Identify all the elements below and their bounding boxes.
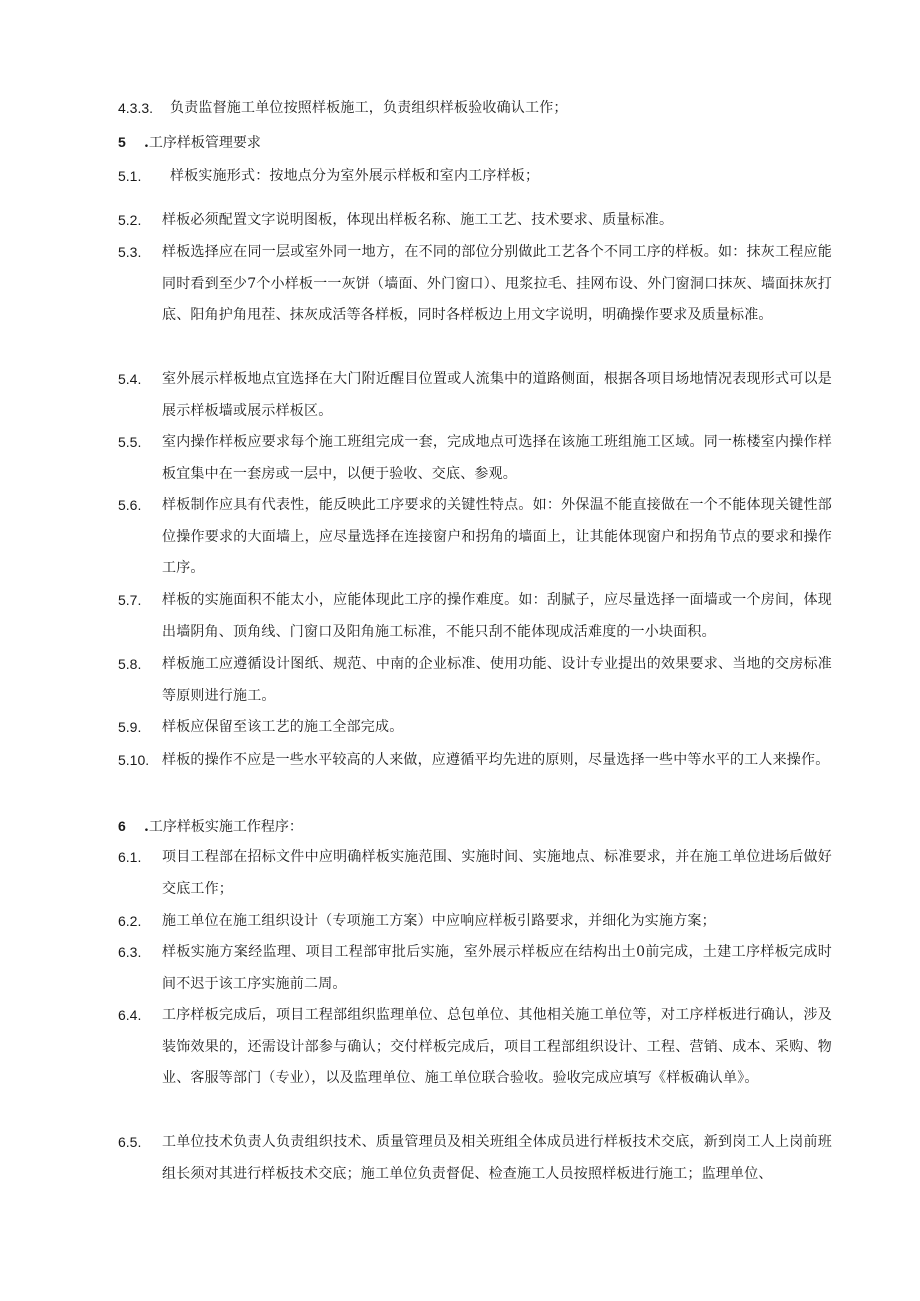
clause-text: 施工单位在施工组织设计（专项施工方案）中应响应样板引路要求，并细化为实施方案； — [162, 913, 716, 929]
clause-text: 样板的实施面积不能太小，应能体现此工序的操作难度。如：刮腻子，应尽量选择一面墙或一个房间，体现出墙阴角、顶角线、门窗口及阳角施工标准，不能只刮不能体现成活难度的一小块面积。 — [162, 592, 832, 640]
clause-5-3 — [118, 237, 832, 332]
clause-6-2 — [118, 906, 832, 938]
section-dot: . — [144, 135, 149, 151]
clause-number: 4.3.3. — [118, 100, 154, 116]
clause-4-3-3 — [118, 93, 832, 125]
clause-text: 样板实施方案经监理、项目工程部审批后实施，室外展示样板应在结构出土0前完成，土建工序样板完成时间不迟于该工序实施前二周。 — [162, 944, 832, 992]
section-title: 工序样板实施工作程序： — [148, 819, 303, 835]
clause-5-4 — [118, 364, 832, 427]
clause-5-9 — [118, 712, 832, 744]
clause-5-10 — [118, 745, 832, 777]
clause-number: 5.4. — [118, 371, 142, 387]
clause-text: 样板选择应在同一层或室外同一地方，在不同的部位分别做此工艺各个不同工序的样板。如：抹灰工程应能同时看到至少7个小样板一一灰饼（墙面、外门窗口）、甩浆拉毛、挂网布设、外门窗洞口抹灰、墙面抹灰打底、阳角护角甩茬、抹灰成活等各样板，同时各样板边上用文字说明，明确操作要求及质量标准。 — [162, 244, 832, 323]
clause-text: 样板施工应遵循设计图纸、规范、中南的企业标准、使用功能、设计专业提出的效果要求、当地的交房标准等原则进行施工。 — [162, 656, 832, 704]
clause-text: 工单位技术负责人负责组织技术、质量管理员及相关班组全体成员进行样板技术交底，新到岗工人上岗前班组长须对其进行样板技术交底；施工单位负责督促、检查施工人员按照样板进行施工；监理单位、 — [162, 1134, 832, 1182]
clause-text: 工序样板完成后，项目工程部组织监理单位、总包单位、其他相关施工单位等，对工序样板进行确认，涉及装饰效果的，还需设计部参与确认；交付样板完成后，项目工程部组织设计、工程、营销、成本、采购、物业、客服等部门（专业），以及监理单位、施工单位联合验收。验收完成应填写《样板确认单》。 — [162, 1007, 832, 1086]
clause-text: 室外展示样板地点宜选择在大门附近醒目位置或人流集中的道路侧面，根据各项目场地情况表现形式可以是展示样板墙或展示样板区。 — [162, 371, 832, 419]
clause-text: 样板必须配置文字说明图板，体现出样板名称、施工工艺、技术要求、质量标准。 — [162, 212, 674, 228]
clause-text: 负责监督施工单位按照样板施工，负责组织样板验收确认工作； — [170, 100, 568, 116]
clause-text: 室内操作样板应要求每个施工班组完成一套，完成地点可选择在该施工班组施工区域。同一栋楼室内操作样板宜集中在一套房或一层中，以便于验收、交底、参观。 — [162, 434, 832, 482]
clause-number: 5.9. — [118, 719, 142, 735]
section-number: 5 — [118, 134, 126, 150]
section-dot: . — [144, 819, 149, 835]
clause-text: 样板实施形式：按地点分为室外展示样板和室内工序样板； — [170, 168, 540, 184]
clause-number: 5.1. — [118, 168, 142, 184]
clause-text: 样板制作应具有代表性，能反映此工序要求的关键性特点。如：外保温不能直接做在一个不能体现关键性部位操作要求的大面墙上，应尽量选择在连接窗户和拐角的墙面上，让其能体现窗户和拐角节点的要求和操作工序。 — [162, 497, 832, 576]
clause-5-1 — [118, 161, 832, 193]
clause-number: 6.5. — [118, 1134, 142, 1150]
section-heading-5 — [118, 127, 832, 159]
clause-5-6 — [118, 490, 832, 585]
section-heading-6 — [118, 811, 832, 843]
clause-number: 6.2. — [118, 913, 142, 929]
clause-5-7 — [118, 585, 832, 648]
section-number: 6 — [118, 818, 126, 834]
clause-number: 5.2. — [118, 212, 142, 228]
clause-text: 样板的操作不应是一些水平较高的人来做，应遵循平均先进的原则，尽量选择一些中等水平的工人来操作。 — [162, 752, 830, 768]
clause-number: 6.1. — [118, 849, 142, 865]
clause-number: 5.6. — [118, 497, 142, 513]
clause-number: 5.7. — [118, 592, 142, 608]
section-title: 工序样板管理要求 — [148, 135, 261, 151]
clause-5-5 — [118, 427, 832, 490]
clause-number: 5.5. — [118, 434, 142, 450]
clause-6-3 — [118, 937, 832, 1000]
clause-number: 5.3. — [118, 244, 142, 260]
clause-5-8 — [118, 649, 832, 712]
clause-6-4 — [118, 1000, 832, 1095]
clause-text: 项目工程部在招标文件中应明确样板实施范围、实施时间、实施地点、标准要求，并在施工单位进场后做好交底工作； — [162, 849, 832, 897]
clause-number: 5.10. — [118, 752, 150, 768]
clause-5-2 — [118, 205, 832, 237]
clause-number: 6.3. — [118, 944, 142, 960]
clause-6-1 — [118, 842, 832, 905]
clause-number: 6.4. — [118, 1007, 142, 1023]
clause-number: 5.8. — [118, 656, 142, 672]
clause-6-5 — [118, 1127, 832, 1190]
clause-text: 样板应保留至该工艺的施工全部完成。 — [162, 719, 404, 735]
